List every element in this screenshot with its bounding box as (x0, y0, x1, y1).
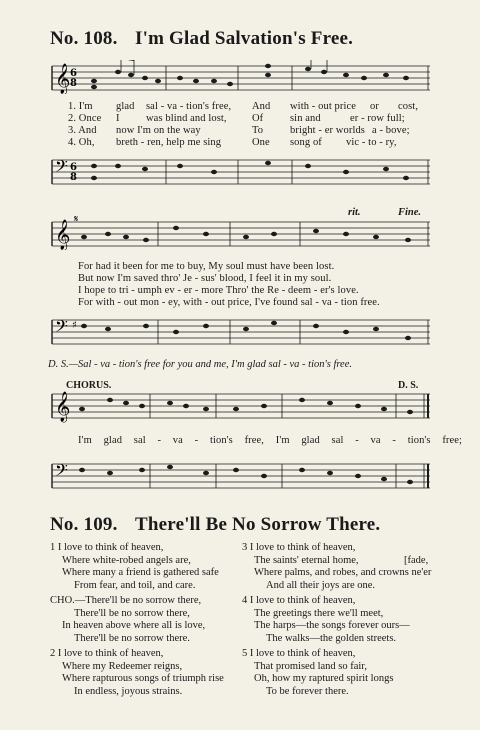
verse-4-line-1: 4. Oh, breth - ren, help me sing One song of vic - to - ry, (68, 137, 397, 148)
svg-text:𝄢: 𝄢 (55, 316, 68, 340)
staff-bass-chorus (46, 456, 430, 496)
hymn-108-title (50, 28, 353, 50)
hymn-number: No. 109. (50, 514, 118, 535)
music-staff (46, 312, 430, 350)
verse-1-line-2: For had it been for me to buy, My soul must have been lost. (78, 261, 335, 272)
svg-text:𝄋: 𝄋 (74, 214, 79, 225)
chorus-lyric: I'm glad sal - va - tion's free, I'm glad sal - va - tion's free; (78, 435, 463, 446)
svg-text:𝄢: 𝄢 (55, 460, 68, 484)
verse-3-line-2: I hope to tri - umph ev - er - more Thro' the Re - deem - er's love. (78, 285, 359, 296)
hymn-title: There'll Be No Sorrow There. (135, 514, 381, 535)
staff-treble-1 (46, 60, 430, 94)
svg-text:𝄢: 𝄢 (55, 156, 68, 180)
music-staff (46, 388, 430, 424)
ds-lyric-line: D. S.—Sal - va - tion's free for you and me, I'm glad sal - va - tion's free. (48, 359, 352, 370)
verse-2-line-1: 2. Once I was blind and lost, Of sin and er - row full; (68, 113, 405, 124)
stanza-5: 5 I love to think of heaven, That promised land so fair, Oh, how my raptured spirit longs To be forever there. (242, 648, 394, 697)
chorus-stanza: CHO.—There'll be no sorrow there, There'll be no sorrow there, In heaven above where all is love, There'll be no sorrow there. (50, 595, 206, 644)
svg-text:𝄞: 𝄞 (55, 392, 71, 422)
svg-text:8: 8 (70, 172, 77, 183)
verse-2-line-2: But now I'm saved thro' Je - sus' blood, I feel it in my soul. (78, 273, 332, 284)
verse-1-line-1: 1. I'm glad sal - va - tion's free, And with - out price or cost, (68, 101, 419, 112)
hymn-title: I'm Glad Salvation's Free. (135, 28, 354, 49)
svg-text:6: 6 (70, 162, 77, 173)
music-staff (46, 214, 430, 250)
rit-marking: rit. (348, 207, 361, 218)
svg-text:6: 6 (70, 68, 77, 79)
verse-4-line-2: For with - out mon - ey, with - out price, I've found sal - va - tion free. (78, 297, 380, 308)
stanza-2: 2 I love to think of heaven, Where my Redeemer reigns, Where rapturous songs of triumph rise In endless, joyous strains. (50, 648, 224, 697)
staff-bass-2 (46, 312, 430, 350)
music-staff (46, 60, 430, 94)
staff-bass-1 (46, 154, 430, 190)
svg-text:𝄞: 𝄞 (55, 220, 71, 250)
ds-label: D. S. (398, 380, 419, 391)
stanza-1: 1 I love to think of heaven, Where white-robed angels are, Where many a friend is gathered safe From fear, and toil, and care. (50, 542, 219, 591)
stanza-3: 3 I love to think of heaven, The saints' eternal home, [fade, Where palms, and robes, and crowns ne'er And all their joys are one. (242, 542, 432, 591)
music-staff (46, 154, 430, 190)
hymn-number: No. 108. (50, 28, 118, 49)
verse-3-line-1: 3. And now I'm on the way To bright - er worlds a - bove; (68, 125, 410, 136)
staff-treble-2 (46, 214, 430, 250)
hymn-109-title (50, 514, 380, 536)
chorus-label: CHORUS. (66, 380, 112, 391)
fine-marking: Fine. (398, 207, 422, 218)
staff-treble-chorus (46, 388, 430, 424)
svg-text:𝄞: 𝄞 (55, 64, 71, 94)
stanza-4: 4 I love to think of heaven, The greetings there we'll meet, The harps—the songs forever ours— The walks—the golden streets. (242, 595, 410, 644)
svg-text:8: 8 (70, 78, 77, 89)
music-staff (46, 456, 430, 496)
svg-text:♯: ♯ (72, 320, 77, 331)
